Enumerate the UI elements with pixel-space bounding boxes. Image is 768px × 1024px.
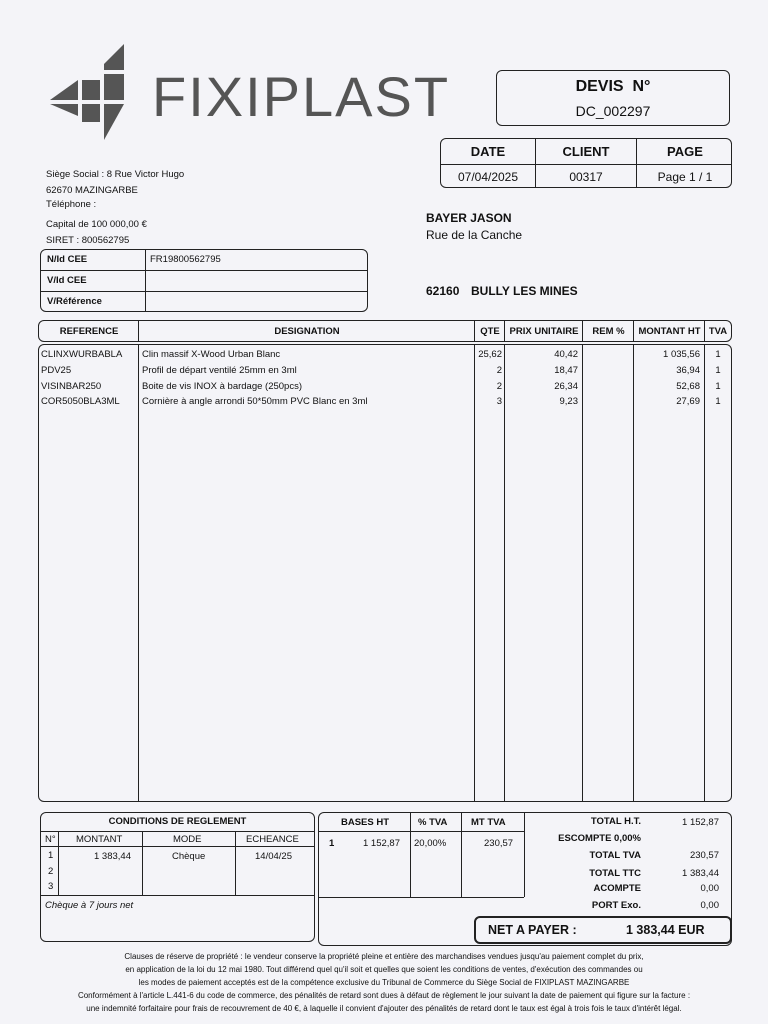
row-prix-unitaire: 40,42 — [554, 349, 578, 360]
row-reference: COR5050BLA3ML — [41, 396, 120, 407]
row-qte: 2 — [496, 381, 502, 392]
items-table-body — [38, 344, 732, 802]
header-client-value: 00317 — [569, 170, 603, 184]
cond-row-n: 2 — [48, 866, 54, 877]
payment-note: Chèque à 7 jours net — [45, 900, 134, 911]
info-row — [41, 292, 367, 312]
row-designation: Profil de départ ventilé 25mm en 3ml — [142, 365, 297, 376]
total-label: ACOMPTE — [593, 883, 641, 894]
cond-row-n: 1 — [48, 850, 54, 861]
total-label: ESCOMPTE 0,00% — [558, 833, 641, 844]
row-qte: 2 — [496, 365, 502, 376]
cond-header-montant: MONTANT — [76, 834, 123, 845]
row-montant-ht: 52,68 — [676, 381, 700, 392]
row-prix-unitaire: 9,23 — [559, 396, 578, 407]
company-capital: Capital de 100 000,00 € — [46, 219, 147, 230]
vat-row-amount: 230,57 — [484, 838, 514, 849]
total-label: TOTAL H.T. — [590, 816, 641, 827]
row-tva: 1 — [715, 365, 721, 376]
company-phone: Téléphone : — [46, 199, 97, 210]
net-to-pay-box — [474, 916, 732, 944]
col-remise: REM % — [592, 326, 625, 337]
info-label: V/Id CEE — [47, 275, 87, 286]
net-label: NET A PAYER : — [488, 923, 577, 937]
footer-line: en application de la loi du 12 mai 1980. Tout différend quel qu'il soit et quelles que soient les conditions de ventes, d'exécution des commandes ou — [125, 965, 643, 974]
footer-line: Clauses de réserve de propriété : le vendeur conserve la propriété pleine et entière des marchandises vendues jusqu'au paiement complet du prix, — [124, 952, 644, 961]
total-value: 1 383,44 — [682, 868, 719, 879]
net-value: 1 383,44 EUR — [626, 923, 705, 937]
col-montant-ht: MONTANT HT — [638, 326, 701, 337]
vat-header-rate: % TVA — [418, 817, 448, 828]
total-value: 0,00 — [700, 900, 719, 911]
cond-row-echeance: 14/04/25 — [255, 851, 292, 862]
row-montant-ht: 27,69 — [676, 396, 700, 407]
row-montant-ht: 36,94 — [676, 365, 700, 376]
row-tva: 1 — [715, 349, 721, 360]
company-city: 62670 MAZINGARBE — [46, 185, 138, 196]
footer-line: Conformément à l'article L.441-6 du code de commerce, des pénalités de retard sont dues à défaut de règlement le jour suivant la date de paiement qui figure sur la facture : — [77, 991, 691, 1000]
row-qte: 25,62 — [478, 349, 502, 360]
cond-row-n: 3 — [48, 881, 54, 892]
header-date-label: DATE — [441, 139, 535, 165]
footer-line: les modes de paiement acceptés est de la compétence exclusive du Tribunal de Commerce du Siège Social de FIXIPLAST MAZINGARBE — [138, 978, 630, 987]
vat-reference-table — [40, 249, 368, 312]
quote-number-box — [496, 70, 730, 126]
header-client-label: CLIENT — [536, 139, 636, 165]
info-row — [41, 250, 367, 271]
cond-row-mode: Chèque — [172, 851, 206, 862]
items-table-header — [38, 320, 732, 342]
total-label: TOTAL TTC — [589, 868, 641, 879]
quote-label: DEVIS N° — [575, 78, 651, 95]
vat-row-base: 1 152,87 — [363, 838, 400, 849]
cond-header-mode: MODE — [173, 834, 202, 845]
row-designation: Clin massif X-Wood Urban Blanc — [142, 349, 281, 360]
cond-header-n: N° — [45, 834, 56, 845]
col-qte: QTE — [480, 326, 500, 337]
row-reference: VISINBAR250 — [41, 381, 102, 392]
total-value: 230,57 — [689, 850, 719, 861]
header-page-label: PAGE — [637, 139, 732, 165]
row-designation: Boite de vis INOX à bardage (250pcs) — [142, 381, 303, 392]
company-address: Siège Social : 8 Rue Victor Hugo — [46, 169, 185, 180]
row-tva: 1 — [715, 381, 721, 392]
cond-row-montant: 1 383,44 — [94, 851, 131, 862]
info-value — [145, 271, 368, 291]
table-row — [39, 347, 731, 363]
row-reference: CLINXWURBABLA — [41, 349, 123, 360]
row-designation: Cornière à angle arrondi 50*50mm PVC Blanc en 3ml — [142, 396, 368, 407]
total-label: PORT Exo. — [591, 900, 641, 911]
vat-header-amount: MT TVA — [471, 817, 506, 828]
row-tva: 1 — [715, 396, 721, 407]
quote-number: DC_002297 — [575, 103, 651, 119]
client-name: BAYER JASON — [426, 211, 512, 225]
logo-text: FIXIPLAST — [152, 65, 451, 128]
client-street: Rue de la Canche — [426, 228, 523, 242]
total-value: 1 152,87 — [682, 817, 719, 828]
header-table — [440, 138, 732, 188]
total-value: 0,00 — [700, 883, 719, 894]
col-designation: DESIGNATION — [274, 326, 340, 337]
client-city: BULLY LES MINES — [471, 284, 578, 298]
col-prix-unitaire: PRIX UNITAIRE — [509, 326, 579, 337]
row-qte: 3 — [496, 396, 502, 407]
table-row — [39, 394, 731, 410]
table-row — [39, 379, 731, 395]
payment-conditions-box — [40, 812, 315, 942]
info-value — [145, 292, 368, 312]
vat-row-code: 1 — [329, 838, 335, 849]
row-prix-unitaire: 18,47 — [554, 365, 578, 376]
row-reference: PDV25 — [41, 365, 72, 376]
vat-header-bases: BASES HT — [341, 817, 390, 828]
company-siret: SIRET : 800562795 — [46, 235, 130, 246]
info-row — [41, 271, 367, 292]
client-postcode: 62160 — [426, 284, 460, 298]
total-label: TOTAL TVA — [589, 850, 641, 861]
col-tva: TVA — [708, 326, 728, 337]
row-prix-unitaire: 26,34 — [554, 381, 578, 392]
company-logo — [48, 42, 478, 142]
info-value: FR19800562795 — [145, 250, 368, 270]
header-date-value: 07/04/2025 — [457, 170, 519, 184]
header-page-value: Page 1 / 1 — [657, 170, 713, 184]
info-label: N/Id CEE — [47, 254, 88, 265]
vat-row-rate: 20,00% — [414, 838, 447, 849]
table-row — [39, 363, 731, 379]
info-label: V/Référence — [47, 296, 102, 307]
footer-line: une indemnité forfaitaire pour frais de recouvrement de 40 €, à laquelle il convient d'ajouter des pénalités de retard dont le taux est égal à trois fois le taux d'intérêt légal. — [86, 1004, 682, 1013]
col-reference: REFERENCE — [59, 326, 119, 337]
logo-mark-icon — [48, 42, 128, 142]
legal-footer — [20, 950, 748, 1015]
row-montant-ht: 1 035,56 — [663, 349, 700, 360]
cond-header-echeance: ECHEANCE — [246, 834, 299, 845]
payment-conditions-title: CONDITIONS DE REGLEMENT — [108, 816, 247, 827]
